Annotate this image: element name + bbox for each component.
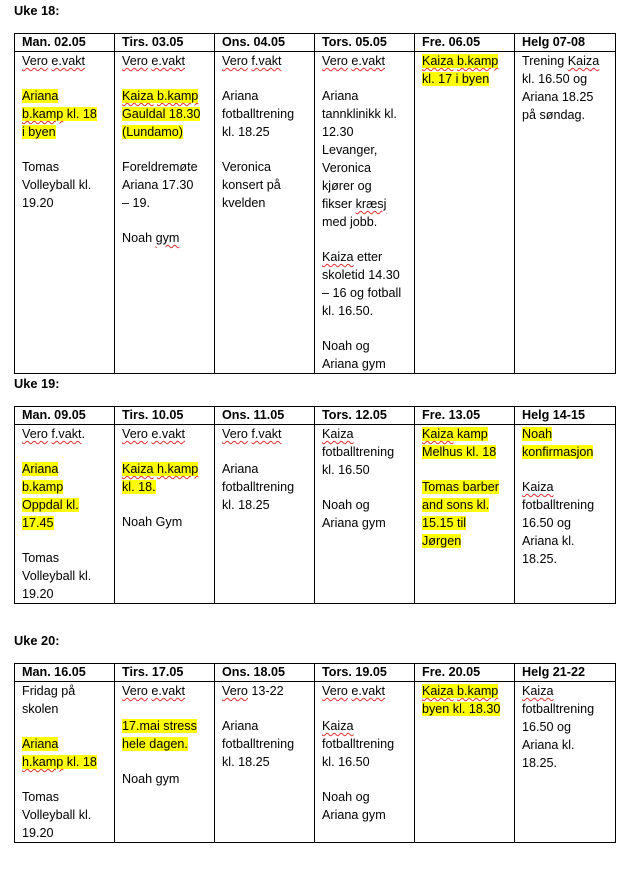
entry-text: Ariana gym xyxy=(322,357,386,371)
entry-text: Noah og xyxy=(322,498,370,512)
entry-text: hele dagen. xyxy=(122,737,188,751)
week-table xyxy=(14,33,616,374)
entry-text: Ariana 17.30 xyxy=(122,178,194,192)
schedule-entry xyxy=(422,682,514,718)
day-cell xyxy=(215,425,315,604)
entry-text: Kaiza xyxy=(322,427,354,441)
entry-text: kl. 16.50 og xyxy=(522,72,588,86)
day-cell xyxy=(15,52,115,374)
entry-text: e.vakt xyxy=(351,684,386,698)
day-cell xyxy=(215,682,315,843)
entry-text: fotballtrening xyxy=(322,445,395,459)
schedule-entry xyxy=(522,425,615,461)
entry-text: kl. 18 xyxy=(63,107,97,121)
schedule-entry xyxy=(22,460,114,532)
entry-text: Ariana xyxy=(22,462,59,476)
entry-text: Kaiza xyxy=(122,89,154,103)
entry-text: 19.20 xyxy=(22,196,54,210)
entry-text: fotballtrening xyxy=(222,107,295,121)
day-cell xyxy=(515,682,616,843)
schedule-entry xyxy=(222,717,314,771)
entry-text: Volleyball kl. xyxy=(22,808,92,822)
entry-text: Gauldal 18.30 xyxy=(122,107,201,121)
entry-text: Ariana xyxy=(22,737,59,751)
week-table xyxy=(14,663,616,843)
entry-text: Noah xyxy=(122,231,156,245)
entry-text: Kaiza xyxy=(422,684,454,698)
schedule-entry xyxy=(122,770,214,788)
entry-text: Vero xyxy=(122,684,148,698)
entry-text: h.kamp xyxy=(157,462,199,476)
schedule-entry xyxy=(222,87,314,141)
entry-text: b.kamp xyxy=(457,684,499,698)
schedule-entry xyxy=(122,229,214,247)
entry-text: Melhus kl. 18 xyxy=(422,445,497,459)
entry-text: Vero xyxy=(22,54,48,68)
schedule-entry xyxy=(122,460,214,496)
day-cell xyxy=(415,425,515,604)
entry-text: Ariana kl. xyxy=(522,738,575,752)
entry-text: fotballtrening xyxy=(522,702,595,716)
schedule-entry xyxy=(322,248,414,320)
entry-text: med jobb. xyxy=(322,215,378,229)
content-row xyxy=(15,682,616,843)
entry-text: Noah gym xyxy=(122,772,180,786)
schedule-entry xyxy=(122,513,214,531)
entry-text: Fridag på xyxy=(22,684,76,698)
entry-text: kl. 18.25 xyxy=(222,125,270,139)
entry-text: 19.20 xyxy=(22,826,54,840)
day-cell xyxy=(415,52,515,374)
entry-text: kl. 17 i byen xyxy=(422,72,490,86)
schedule-entry xyxy=(422,52,514,88)
entry-text: kvelden xyxy=(222,196,266,210)
entry-text: Ariana xyxy=(222,719,259,733)
entry-text: konfirmasjon xyxy=(522,445,594,459)
entry-text: 18.25. xyxy=(522,756,558,770)
entry-text: 12.30 xyxy=(322,125,354,139)
entry-text: Vero xyxy=(122,427,148,441)
week-title: Uke 20: xyxy=(14,633,60,648)
day-header: Tirs. 17.05 xyxy=(115,664,215,682)
entry-text: Levanger, xyxy=(322,143,378,157)
day-cell xyxy=(15,682,115,843)
day-header: Tors. 19.05 xyxy=(315,664,415,682)
day-cell xyxy=(515,425,616,604)
entry-text: (Lundamo) xyxy=(122,125,183,139)
day-cell xyxy=(515,52,616,374)
entry-text: 16.50 og xyxy=(522,516,572,530)
entry-text: Trening xyxy=(522,54,568,68)
entry-text: Vero xyxy=(222,54,248,68)
entry-text: Kaiza xyxy=(522,684,554,698)
entry-text: Ariana xyxy=(22,89,59,103)
entry-text: konsert på xyxy=(222,178,281,192)
schedule-entry xyxy=(22,788,114,842)
entry-text: kl. 18 xyxy=(63,755,97,769)
entry-text: tannklinikk kl. xyxy=(322,107,397,121)
entry-text: fotballtrening xyxy=(522,498,595,512)
entry-text: Volleyball kl. xyxy=(22,569,92,583)
entry-text: Vero xyxy=(222,427,248,441)
entry-text: fotballtrening xyxy=(222,737,295,751)
entry-text: Oppdal kl. xyxy=(22,498,79,512)
entry-text: Noah og xyxy=(322,790,370,804)
entry-text: Ariana gym xyxy=(322,808,386,822)
entry-text: e.vakt xyxy=(151,54,186,68)
day-header: Ons. 18.05 xyxy=(215,664,315,682)
schedule-entry xyxy=(222,158,314,212)
day-header: Fre. 20.05 xyxy=(415,664,515,682)
entry-text: 18.25. xyxy=(522,552,558,566)
entry-text: byen kl. 18.30 xyxy=(422,702,501,716)
schedule-entry xyxy=(122,717,214,753)
schedule-entry xyxy=(322,717,414,771)
schedule-entry xyxy=(22,87,114,141)
schedule-entry xyxy=(22,549,114,603)
schedule-entry xyxy=(322,52,414,70)
schedule-entry xyxy=(22,158,114,212)
entry-text: kl. 16.50 xyxy=(322,463,370,477)
content-row xyxy=(15,52,616,374)
entry-text: kjører og xyxy=(322,179,372,193)
entry-text: Kaiza xyxy=(422,54,454,68)
schedule-entry xyxy=(522,52,615,124)
schedule-entry xyxy=(322,788,414,824)
schedule-entry xyxy=(522,682,615,772)
day-cell xyxy=(15,425,115,604)
entry-text: e.vakt xyxy=(151,427,186,441)
entry-text: på søndag. xyxy=(522,108,586,122)
entry-text: Kaiza xyxy=(522,480,554,494)
schedule-entry xyxy=(22,52,114,70)
entry-text: fikser xyxy=(322,197,356,211)
schedule-entry xyxy=(122,682,214,700)
week-title: Uke 19: xyxy=(14,376,60,391)
schedule-entry xyxy=(22,735,114,771)
header-row xyxy=(15,664,616,682)
entry-text: – 16 og fotball xyxy=(322,286,402,300)
entry-text: Veronica xyxy=(322,161,372,175)
schedule-entry xyxy=(322,87,414,231)
schedule-entry xyxy=(222,52,314,70)
entry-text: 19.20 xyxy=(22,587,54,601)
entry-text: e.vakt xyxy=(351,54,386,68)
entry-text: Kaiza xyxy=(322,719,354,733)
day-header: Tors. 05.05 xyxy=(315,34,415,52)
entry-text: Ariana xyxy=(222,462,259,476)
entry-text: skolen xyxy=(22,702,59,716)
day-cell xyxy=(315,425,415,604)
entry-text: 17.mai stress xyxy=(122,719,197,733)
schedule-entry xyxy=(22,425,114,443)
entry-text: Vero xyxy=(222,684,248,698)
entry-text: i byen xyxy=(22,125,56,139)
day-header: Fre. 13.05 xyxy=(415,407,515,425)
day-header: Helg 14-15 xyxy=(515,407,616,425)
schedule-entry xyxy=(122,158,214,212)
day-header: Helg 21-22 xyxy=(515,664,616,682)
entry-text: f.vakt xyxy=(251,54,282,68)
entry-text: 15.15 til xyxy=(422,516,467,530)
content-row xyxy=(15,425,616,604)
entry-text: Ariana xyxy=(322,89,359,103)
entry-text: Tomas barber xyxy=(422,480,499,494)
day-cell xyxy=(115,425,215,604)
entry-text: gym xyxy=(155,231,180,245)
entry-text: Vero xyxy=(322,54,348,68)
entry-text: Jørgen xyxy=(422,534,462,548)
entry-text: kl. 18. xyxy=(122,480,156,494)
schedule-entry xyxy=(222,682,314,700)
header-row xyxy=(15,34,616,52)
entry-text: and sons kl. xyxy=(422,498,490,512)
entry-text: Kaiza xyxy=(322,250,354,264)
entry-text: – 19. xyxy=(122,196,151,210)
day-header: Helg 07-08 xyxy=(515,34,616,52)
week-table xyxy=(14,406,616,604)
schedule-entry xyxy=(522,478,615,568)
entry-text: Noah og xyxy=(322,339,370,353)
entry-text: Ariana 18.25 xyxy=(522,90,594,104)
entry-text: b.kamp xyxy=(22,107,64,121)
entry-text: b.kamp xyxy=(157,89,199,103)
entry-text: Ariana kl. xyxy=(522,534,575,548)
entry-text: kl. 16.50. xyxy=(322,304,374,318)
entry-text: Noah xyxy=(522,427,553,441)
entry-text: etter xyxy=(353,250,383,264)
entry-text: b.kamp xyxy=(22,480,64,494)
entry-text: Ariana gym xyxy=(322,516,386,530)
day-header: Fre. 06.05 xyxy=(415,34,515,52)
schedule-entry xyxy=(322,496,414,532)
entry-text: kræsj xyxy=(355,197,387,211)
entry-text: Tomas xyxy=(22,790,60,804)
entry-text: h.kamp xyxy=(22,755,64,769)
schedule-entry xyxy=(22,682,114,718)
day-header: Man. 16.05 xyxy=(15,664,115,682)
day-cell xyxy=(415,682,515,843)
day-cell xyxy=(215,52,315,374)
schedule-entry xyxy=(222,460,314,514)
entry-text: fotballtrening xyxy=(322,737,395,751)
entry-text: b.kamp xyxy=(457,54,499,68)
day-cell xyxy=(115,52,215,374)
day-header: Man. 02.05 xyxy=(15,34,115,52)
entry-text: skoletid 14.30 xyxy=(322,268,400,282)
day-cell xyxy=(315,52,415,374)
entry-text: Noah Gym xyxy=(122,515,183,529)
schedule-entry xyxy=(322,682,414,700)
schedule-entry xyxy=(122,52,214,70)
day-header: Ons. 11.05 xyxy=(215,407,315,425)
entry-text: Tomas xyxy=(22,160,60,174)
day-header: Tors. 12.05 xyxy=(315,407,415,425)
entry-text: f.vakt xyxy=(51,427,82,441)
entry-text: Vero xyxy=(122,54,148,68)
day-header: Tirs. 10.05 xyxy=(115,407,215,425)
entry-text: Veronica xyxy=(222,160,272,174)
entry-text: f.vakt xyxy=(251,427,282,441)
schedule-entry xyxy=(122,425,214,443)
entry-text: Kaiza xyxy=(122,462,154,476)
day-header: Tirs. 03.05 xyxy=(115,34,215,52)
day-header: Ons. 04.05 xyxy=(215,34,315,52)
entry-text: kl. 18.25 xyxy=(222,755,270,769)
day-cell xyxy=(315,682,415,843)
entry-text: Ariana xyxy=(222,89,259,103)
week-title: Uke 18: xyxy=(14,3,60,18)
schedule-entry xyxy=(422,478,514,550)
entry-text: Volleyball kl. xyxy=(22,178,92,192)
entry-text: Foreldremøte xyxy=(122,160,198,174)
schedule-entry xyxy=(322,337,414,373)
day-header: Man. 09.05 xyxy=(15,407,115,425)
entry-text: Kaiza xyxy=(422,427,454,441)
schedule-entry xyxy=(222,425,314,443)
entry-text: Vero xyxy=(322,684,348,698)
entry-text: Kaiza xyxy=(567,54,600,68)
entry-text: e.vakt xyxy=(151,684,186,698)
entry-text: kl. 16.50 xyxy=(322,755,370,769)
entry-text: 16.50 og xyxy=(522,720,572,734)
entry-text: kamp xyxy=(453,427,488,441)
entry-text: e.vakt xyxy=(51,54,86,68)
entry-text: fotballtrening xyxy=(222,480,295,494)
entry-text: Vero xyxy=(22,427,48,441)
schedule-entry xyxy=(422,425,514,461)
day-cell xyxy=(115,682,215,843)
schedule-entry xyxy=(122,87,214,141)
entry-text: 17.45 xyxy=(22,516,54,530)
entry-text: . xyxy=(81,427,86,441)
header-row xyxy=(15,407,616,425)
entry-text: 13-22 xyxy=(247,684,284,698)
entry-text: Tomas xyxy=(22,551,60,565)
entry-text: kl. 18.25 xyxy=(222,498,270,512)
schedule-entry xyxy=(322,425,414,479)
